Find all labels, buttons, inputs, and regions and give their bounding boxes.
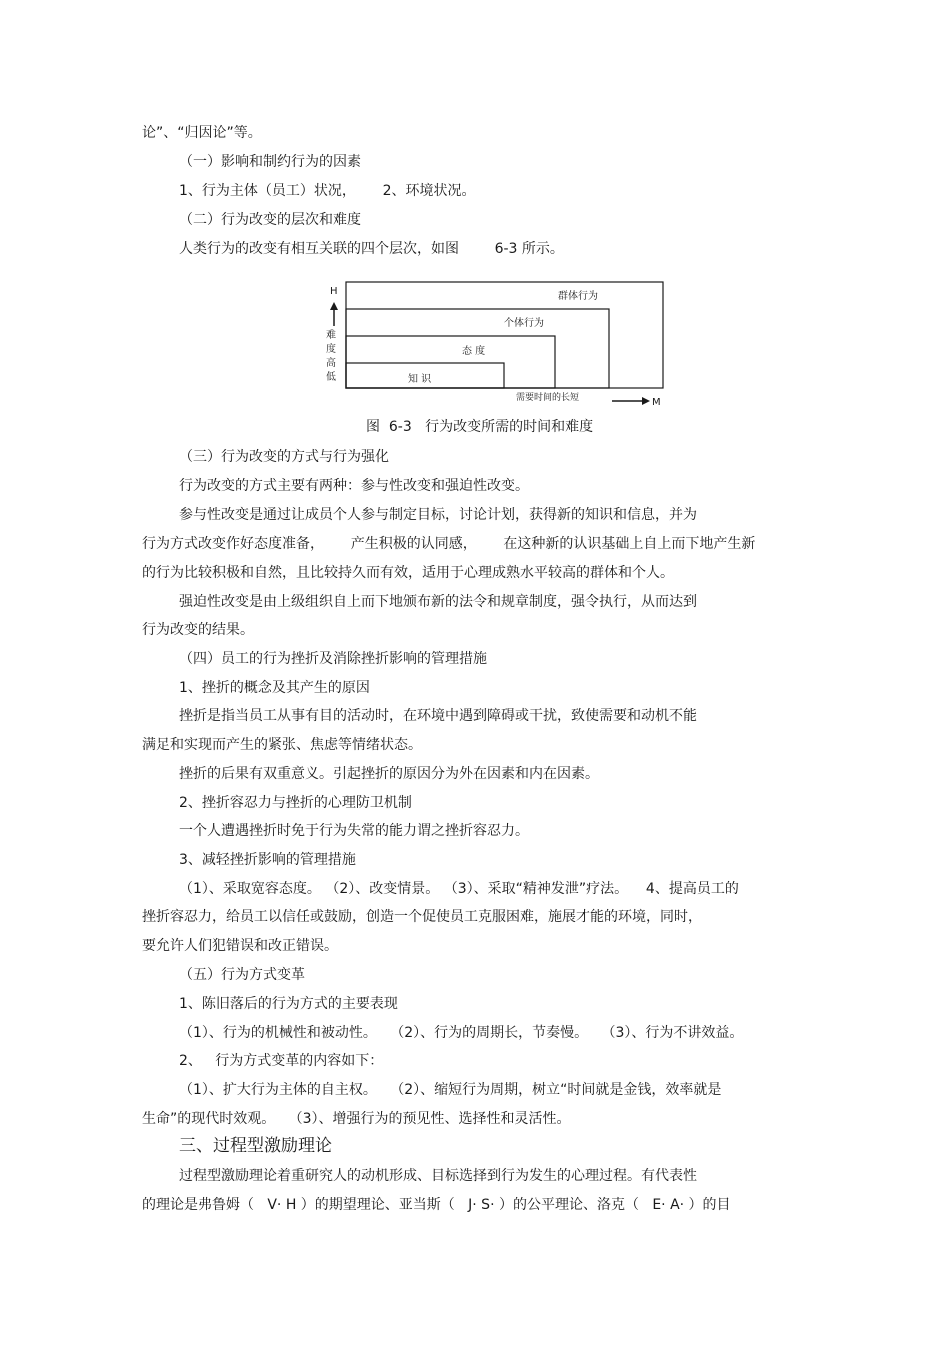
text-line: （1）、行为的机械性和被动性。 （2）、行为的周期长，节奏慢。 （3）、行为不讲效益。 (179, 1025, 744, 1041)
text-line: 行为改变的方式主要有两种：参与性改变和强迫性改变。 (179, 478, 529, 494)
level-label-attitude: 态 度 (462, 346, 486, 357)
level-label-group: 群体行为 (558, 291, 598, 302)
subheading-transformation: （五）行为方式变革 (179, 967, 305, 983)
y-axis-char: 高 (326, 358, 336, 369)
text-line: （1）、扩大行为主体的自主权。 （2）、缩短行为周期，树立“时间就是金钱，效率就是 (179, 1082, 722, 1098)
text-line: 1、行为主体（员工）状况， 2、环境状况。 (179, 183, 476, 199)
text-line: 挫折是指当员工从事有目的活动时，在环境中遇到障碍或干扰，致使需要和动机不能 (179, 708, 697, 724)
level-box-attitude (346, 336, 555, 388)
text-line: 2、 行为方式变革的内容如下： (179, 1053, 384, 1069)
text-line: 1、陈旧落后的行为方式的主要表现 (179, 996, 398, 1012)
text-line: 一个人遭遇挫折时免于行为失常的能力谓之挫折容忍力。 (179, 823, 529, 839)
text-line: 行为改变的结果。 (142, 622, 254, 638)
subheading-levels: （二）行为改变的层次和难度 (179, 212, 361, 228)
y-axis-char: 难 (326, 330, 336, 341)
level-label-knowledge: 知 识 (408, 374, 432, 385)
y-axis-char: 低 (326, 372, 336, 383)
x-axis-label: 需要时间的长短 (516, 393, 580, 403)
text-line: 的理论是弗鲁姆（ V· H ）的期望理论、亚当斯（ J· S· ）的公平理论、洛克（ E· A· ）的目 (142, 1197, 731, 1213)
section-heading: 三、过程型激励理论 (179, 1136, 332, 1156)
y-axis-top-label: H (330, 286, 338, 297)
text-line: 2、挫折容忍力与挫折的心理防卫机制 (179, 795, 412, 811)
y-axis-char: 度 (326, 344, 336, 355)
text-line: 强迫性改变是由上级组织自上而下地颁布新的法令和规章制度，强令执行，从而达到 (179, 594, 697, 610)
text-line: 1、挫折的概念及其产生的原因 (179, 680, 370, 696)
text-line: 满足和实现而产生的紧张、焦虑等情绪状态。 (142, 737, 422, 753)
subheading-factors: （一）影响和制约行为的因素 (179, 154, 361, 170)
text-line: 挫折容忍力，给员工以信任或鼓励，创造一个促使员工克服困难，施展才能的环境，同时， (142, 909, 702, 925)
y-arrow-head (330, 302, 338, 310)
figure-6-3 (318, 278, 678, 408)
text-line: （1）、采取宽容态度。 （2）、改变情景。 （3）、采取“精神发泄”疗法。 4、提高员工的 (179, 881, 739, 897)
subheading-frustration: （四）员工的行为挫折及消除挫折影响的管理措施 (179, 651, 487, 667)
text-line: 论”、“归因论”等。 (142, 125, 262, 141)
level-label-individual: 个体行为 (504, 318, 544, 329)
text-line: 3、减轻挫折影响的管理措施 (179, 852, 356, 868)
text-line: 过程型激励理论着重研究人的动机形成、目标选择到行为发生的心理过程。有代表性 (179, 1168, 697, 1184)
text-line: 人类行为的改变有相互关联的四个层次，如图 6-3 所示。 (179, 241, 564, 257)
text-line: 生命”的现代时效观。 （3）、增强行为的预见性、选择性和灵活性。 (142, 1111, 571, 1127)
text-line: 行为方式改变作好态度准备， 产生积极的认同感， 在这种新的认识基础上自上而下地产生新 (142, 536, 756, 552)
text-line: 要允许人们犯错误和改正错误。 (142, 938, 338, 954)
subheading-methods: （三）行为改变的方式与行为强化 (179, 449, 389, 465)
text-line: 参与性改变是通过让成员个人参与制定目标，讨论计划，获得新的知识和信息，并为 (179, 507, 697, 523)
x-arrow-head (642, 397, 650, 405)
text-line: 挫折的后果有双重意义。引起挫折的原因分为外在因素和内在因素。 (179, 766, 599, 782)
figure-caption: 图 6-3 行为改变所需的时间和难度 (366, 419, 594, 435)
text-line: 的行为比较积极和自然，且比较持久而有效，适用于心理成熟水平较高的群体和个人。 (142, 565, 674, 581)
x-axis-end-label: M (652, 397, 661, 408)
